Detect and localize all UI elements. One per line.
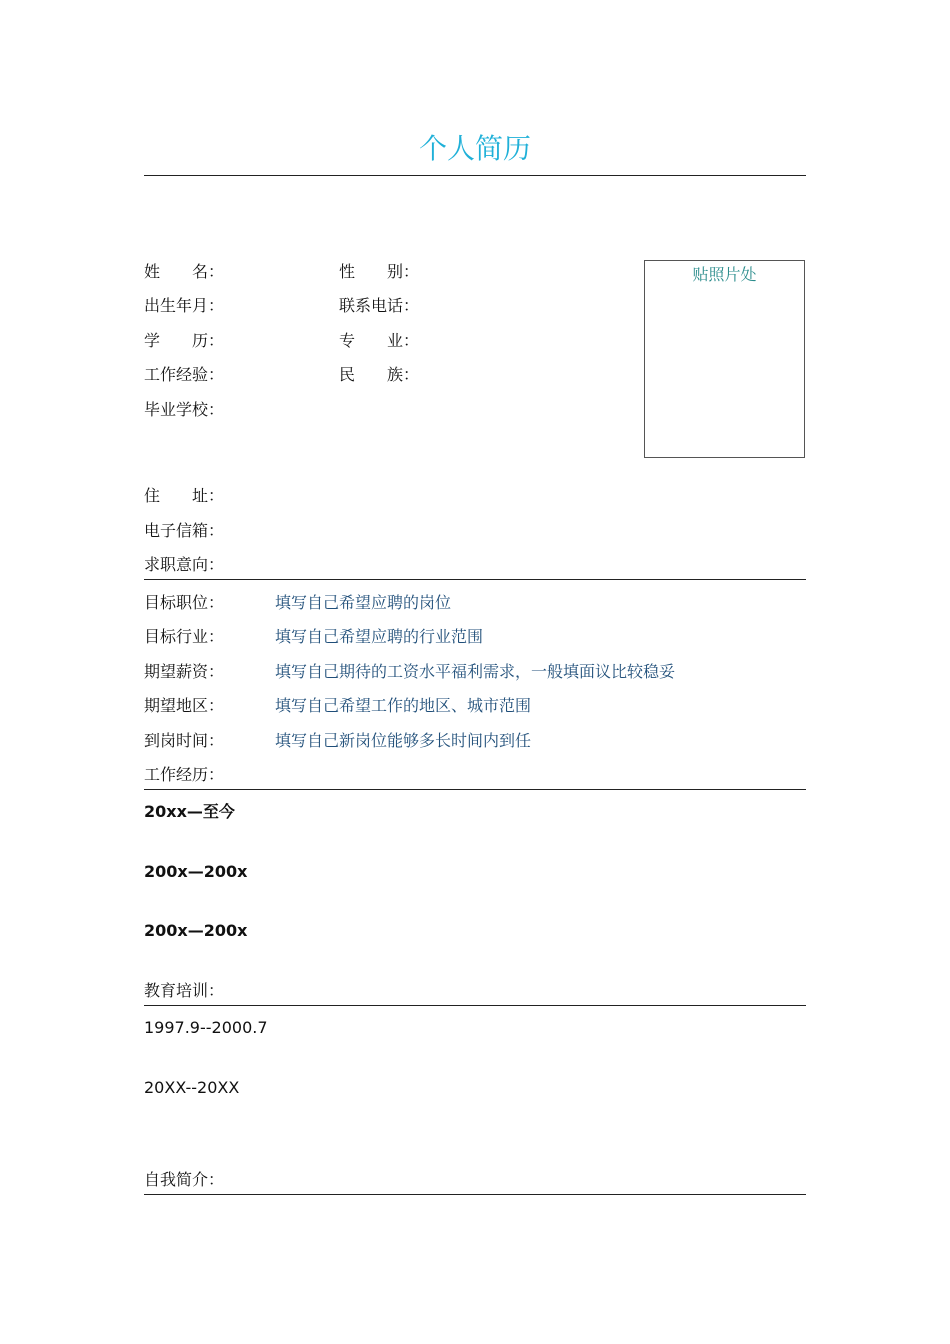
label-experience: 工作经验：	[144, 365, 225, 384]
label-school: 毕业学校：	[144, 400, 225, 419]
intention-divider	[144, 579, 806, 580]
intention-value: 填写自己希望应聘的行业范围	[275, 627, 484, 646]
work-divider	[144, 789, 806, 790]
work-heading: 工作经历：	[144, 765, 225, 784]
label-education: 学 历：	[144, 331, 225, 350]
label-phone: 联系电话：	[339, 296, 420, 315]
work-period: 20xx—至今	[144, 802, 235, 821]
intention-value: 填写自己期待的工资水平福利需求，一般填面议比较稳妥	[275, 662, 676, 681]
intention-value: 填写自己新岗位能够多长时间内到任	[275, 731, 532, 750]
label-ethnicity: 民 族：	[339, 365, 420, 384]
self-intro-divider	[144, 1194, 806, 1195]
self-intro-heading: 自我简介：	[144, 1170, 225, 1189]
label-address: 住 址：	[144, 486, 225, 505]
intention-label: 期望薪资：	[144, 662, 225, 681]
education-period: 20XX--20XX	[144, 1078, 240, 1097]
label-major: 专 业：	[339, 331, 420, 350]
photo-placeholder	[644, 260, 805, 458]
education-period: 1997.9--2000.7	[144, 1018, 268, 1037]
label-intention: 求职意向：	[144, 555, 225, 574]
page-title: 个人简历	[418, 132, 531, 165]
intention-label: 目标行业：	[144, 627, 225, 646]
work-period: 200x—200x	[144, 862, 248, 881]
label-email: 电子信箱：	[144, 521, 225, 540]
intention-label: 期望地区：	[144, 696, 225, 715]
title-divider	[144, 175, 806, 176]
intention-label: 目标职位：	[144, 593, 225, 612]
photo-label: 贴照片处	[692, 265, 757, 284]
label-birth: 出生年月：	[144, 296, 225, 315]
education-divider	[144, 1005, 806, 1006]
label-name: 姓 名：	[144, 262, 225, 281]
intention-value: 填写自己希望工作的地区、城市范围	[275, 696, 532, 715]
label-gender: 性 别：	[339, 262, 420, 281]
intention-label: 到岗时间：	[144, 731, 225, 750]
education-heading: 教育培训：	[144, 981, 225, 1000]
work-period: 200x—200x	[144, 921, 248, 940]
intention-value: 填写自己希望应聘的岗位	[275, 593, 452, 612]
